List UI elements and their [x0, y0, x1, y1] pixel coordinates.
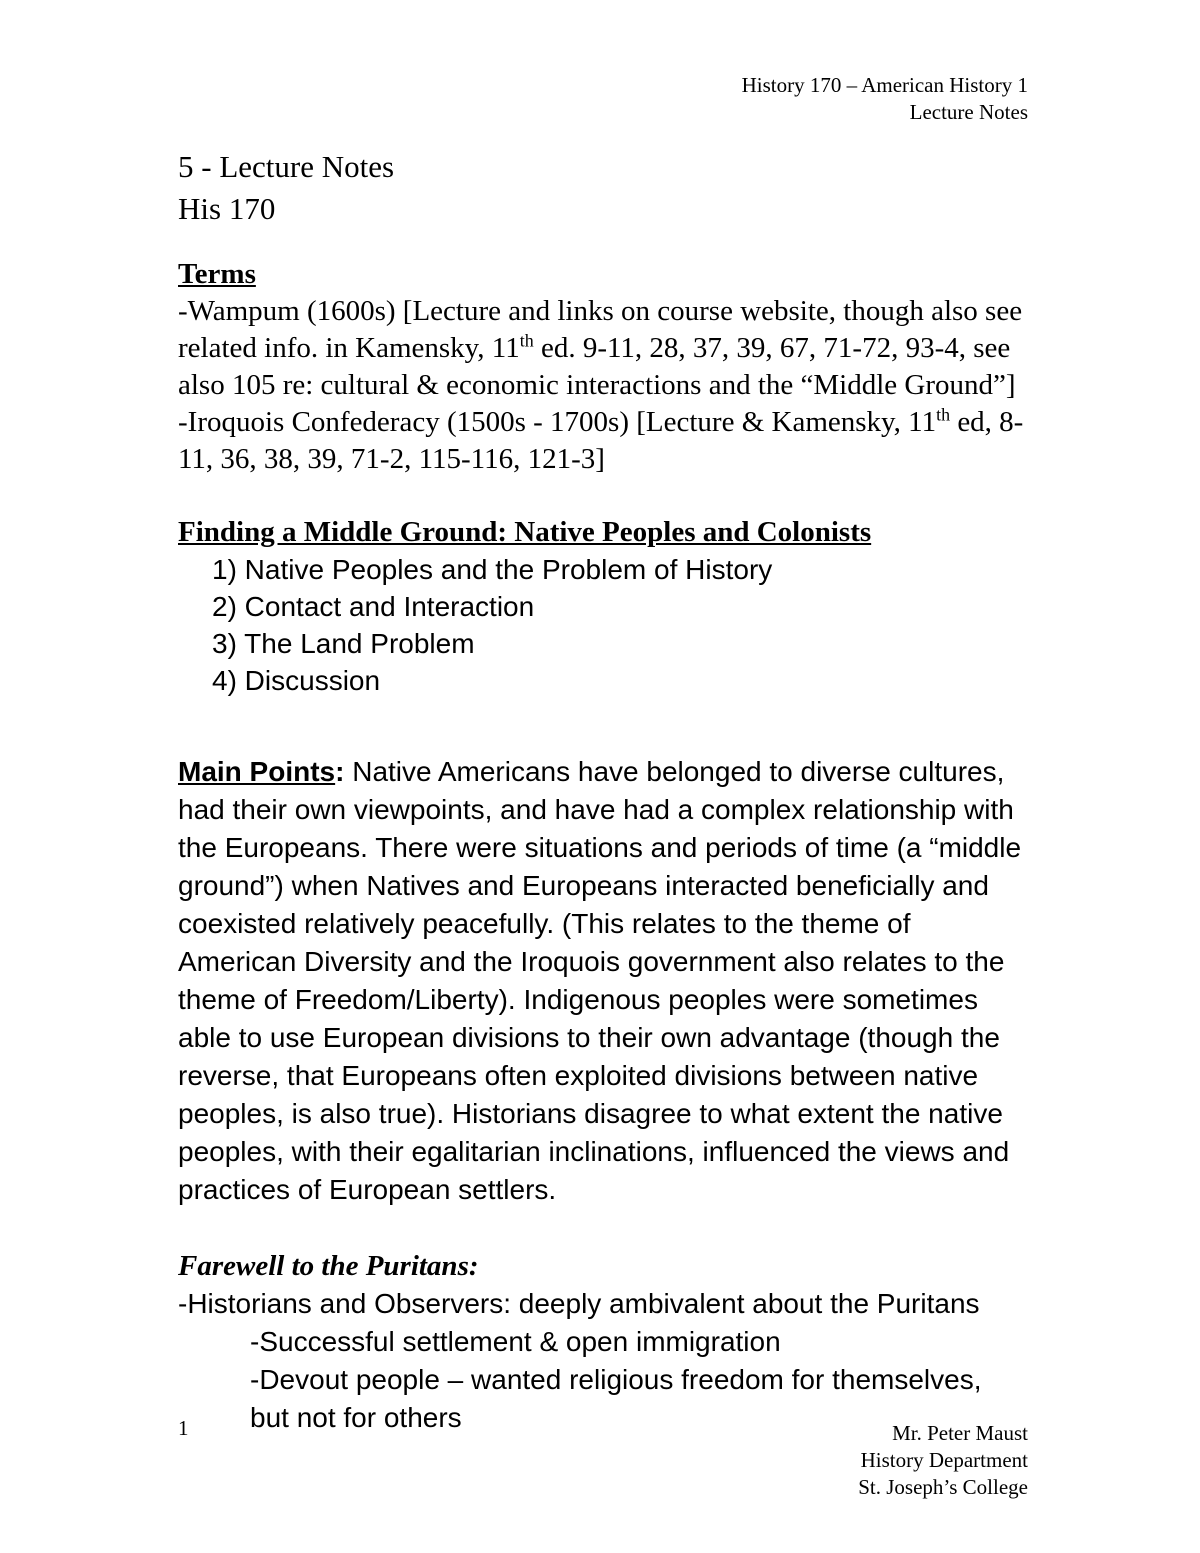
term-iroquois-superscript: th [936, 404, 951, 425]
middle-ground-list [178, 551, 1028, 699]
puritans-sub-devout: -Devout people – wanted religious freedom for themselves, but not for others [250, 1364, 982, 1433]
term-wampum-superscript: th [519, 330, 534, 351]
running-header-subtitle: Lecture Notes [909, 100, 1028, 124]
list-item: 1) Native Peoples and the Problem of History [212, 554, 773, 585]
list-item: 2) Contact and Interaction [212, 591, 535, 622]
main-points-paragraph [178, 753, 1028, 1209]
term-iroquois-text: -Iroquois Confederacy (1500s - 1700s) [Lecture & Kamensky, 11 [178, 406, 937, 438]
footer-institution: St. Joseph’s College [858, 1475, 1028, 1499]
middle-ground-heading: Finding a Middle Ground: Native Peoples and Colonists [178, 516, 872, 548]
term-iroquois [178, 404, 1028, 478]
footer-author-block [858, 1420, 1028, 1501]
running-header-course: History 170 – American History 1 [741, 73, 1028, 97]
main-points-separator: : [335, 756, 353, 787]
footer-author: Mr. Peter Maust [892, 1421, 1028, 1445]
document-course: His 170 [178, 191, 276, 226]
title-block [178, 146, 1028, 230]
term-iroquois-text-cont: ed, 8-11, 36, 38, 39, 71-2, 115-116, 121-3] [178, 406, 1024, 475]
main-points-label: Main Points [178, 756, 336, 787]
list-item: 4) Discussion [212, 665, 381, 696]
footer-department: History Department [860, 1448, 1028, 1472]
puritans-line-historians: -Historians and Observers: deeply ambivalent about the Puritans [178, 1288, 980, 1319]
list-item: 3) The Land Problem [212, 628, 475, 659]
term-wampum [178, 293, 1028, 404]
term-wampum-text-cont: ed. 9-11, 28, 37, 39, 67, 71-72, 93-4, see also 105 re: cultural & economic interactions and the “Middle Ground”] [178, 332, 1016, 401]
puritans-sub-settlement: -Successful settlement & open immigration [250, 1326, 781, 1357]
puritans-heading: Farewell to the Puritans: [178, 1250, 479, 1282]
running-header [178, 72, 1028, 126]
page-number: 1 [178, 1416, 189, 1440]
terms-heading: Terms [178, 258, 256, 290]
document-title: 5 - Lecture Notes [178, 149, 395, 184]
term-wampum-text: -Wampum (1600s) [Lecture and links on course website, though also see related info. in Kamensky, 11 [178, 295, 1023, 364]
main-points-body: Native Americans have belonged to diverse cultures, had their own viewpoints, and have had a complex relationship with the Europeans. There were situations and periods of time (a “middle ground”) when Natives and Europeans interacted beneficially and coexisted relatively peacefully. (This relates to the theme of American Diversity and the Iroquois government also relates to the theme of Freedom/Liberty). Indigenous peoples were sometimes able to use European divisions to their own advantage (though the reverse, that Europeans often exploited divisions between native peoples, is also true). Historians disagree to what extent the native peoples, with their egalitarian inclinations, influenced the views and practices of European settlers. [178, 756, 1022, 1205]
